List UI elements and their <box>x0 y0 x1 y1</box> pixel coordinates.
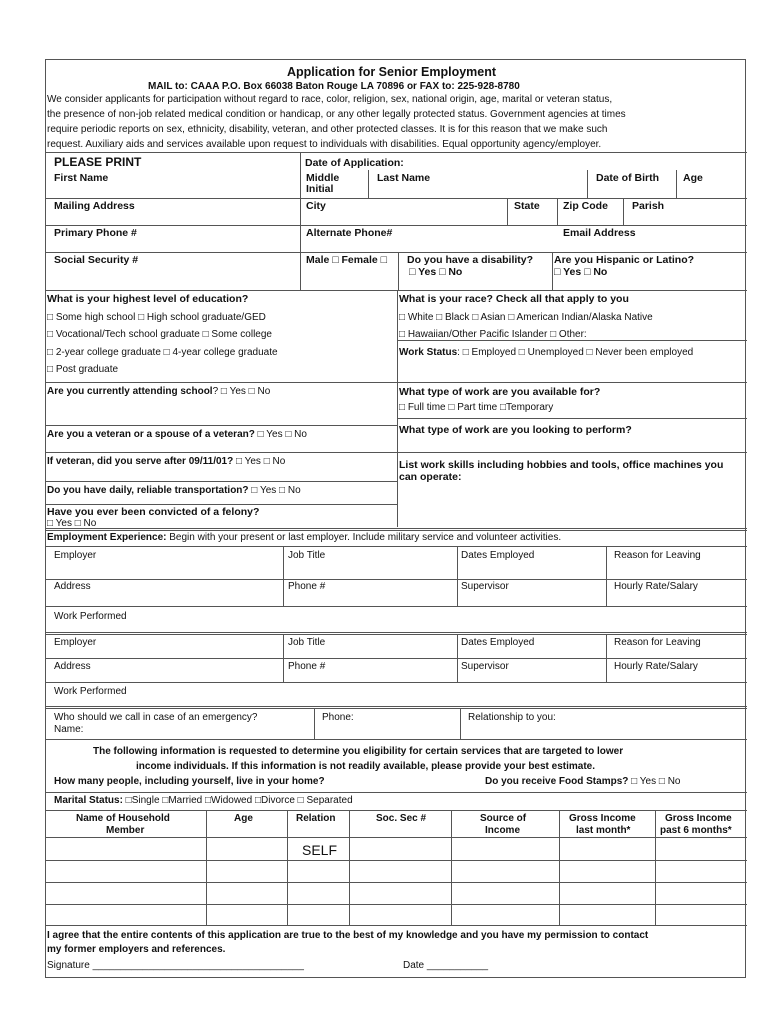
col-gross-month-header-2: last month* <box>576 825 631 836</box>
race-question: What is your race? Check all that apply to you <box>399 293 629 305</box>
address-label-1: Address <box>54 581 91 592</box>
policy-line-4: request. Auxiliary aids and services available upon request to individuals with disabilities. Equal opportunity agency/employer. <box>47 139 602 150</box>
education-options-1[interactable]: □ Some high school □ High school graduate/GED <box>47 312 266 323</box>
col-name-header-1: Name of Household <box>76 813 170 824</box>
date-line[interactable]: Date ___________ <box>403 960 489 971</box>
skills-question-2: can operate: <box>399 471 462 483</box>
veteran-row[interactable] <box>47 429 307 441</box>
after911-options[interactable]: □ Yes □ No <box>233 456 286 467</box>
household-intro-1: The following information is requested to determine you eligibility for certain services that are targeted to lower <box>93 746 624 757</box>
education-question: What is your highest level of education? <box>47 293 249 305</box>
emergency-relationship-label: Relationship to you: <box>468 712 556 723</box>
mail-line: MAIL to: CAAA P.O. Box 66038 Baton Rouge LA 70896 or FAX to: 225-928-8780 <box>148 81 520 92</box>
work-performed-label-1: Work Performed <box>54 611 127 622</box>
dates-employed-label-2: Dates Employed <box>461 637 535 648</box>
policy-line-3: require periodic reports on sex, ethnicity, disability, veteran, and other protected classes. It is for this reason that we make such <box>47 124 608 135</box>
race-options-2[interactable]: □ Hawaiian/Other Pacific Islander □ Other: <box>399 329 587 340</box>
self-cell: SELF <box>302 842 338 858</box>
perform-question: What type of work are you looking to perform? <box>399 424 632 436</box>
col-relation-header: Relation <box>296 813 336 824</box>
rate-label-2: Hourly Rate/Salary <box>614 661 698 672</box>
education-options-3[interactable]: □ 2-year college graduate □ 4-year college graduate <box>47 347 278 358</box>
work-status-label: Work Status <box>399 347 458 358</box>
job-title-label-1: Job Title <box>288 550 326 561</box>
food-stamps-row[interactable] <box>485 776 680 788</box>
employment-heading: Employment Experience: <box>47 532 167 543</box>
parish-label: Parish <box>632 200 665 212</box>
after911-row[interactable] <box>47 456 285 468</box>
email-label: Email Address <box>563 227 636 239</box>
last-name-label: Last Name <box>377 172 431 184</box>
first-name-label: First Name <box>54 172 109 184</box>
supervisor-label-1: Supervisor <box>461 581 509 592</box>
race-options-1[interactable]: □ White □ Black □ Asian □ American Indian/Alaska Native <box>399 312 653 323</box>
skills-question-1: List work skills including hobbies and tools, office machines you <box>399 459 724 471</box>
please-print-label: PLEASE PRINT <box>54 155 142 169</box>
phone-label-2: Phone # <box>288 661 326 672</box>
work-performed-label-2: Work Performed <box>54 686 127 697</box>
address-label-2: Address <box>54 661 91 672</box>
education-options-2[interactable]: □ Vocational/Tech school graduate □ Some college <box>47 329 272 340</box>
emergency-name-label: Name: <box>54 724 84 735</box>
after911-question: If veteran, did you serve after 09/11/01? <box>47 456 234 467</box>
middle-label: Middle <box>306 172 340 184</box>
job-title-label-2: Job Title <box>288 637 326 648</box>
school-question: Are you currently attending school <box>47 386 213 397</box>
marital-status-options[interactable]: □Single □Married □Widowed □Divorce □ Separated <box>122 795 353 806</box>
work-type-options[interactable]: □ Full time □ Part time □Temporary <box>399 402 554 413</box>
col-name-header-2: Member <box>106 825 145 836</box>
transport-row[interactable] <box>47 485 301 497</box>
col-gross-6mo-header-1: Gross Income <box>665 813 732 824</box>
work-type-question: What type of work are you available for? <box>399 386 601 398</box>
date-of-birth-label: Date of Birth <box>596 172 659 184</box>
work-status-row[interactable] <box>399 347 693 359</box>
emergency-question: Who should we call in case of an emergency? <box>54 712 258 723</box>
transport-options[interactable]: □ Yes □ No <box>248 485 301 496</box>
sex-checkboxes[interactable]: Male □ Female □ <box>306 254 387 266</box>
hispanic-question: Are you Hispanic or Latino? <box>554 254 695 266</box>
dates-employed-label-1: Dates Employed <box>461 550 535 561</box>
col-source-header-1: Source of <box>480 813 527 824</box>
work-status-options[interactable]: : □ Employed □ Unemployed □ Never been employed <box>457 347 694 358</box>
employment-heading-row <box>47 532 561 544</box>
felony-options[interactable]: □ Yes □ No <box>47 518 97 529</box>
ssn-label: Social Security # <box>54 254 139 266</box>
col-ssn-header: Soc. Sec # <box>376 813 427 824</box>
hispanic-options[interactable]: □ Yes □ No <box>554 266 608 278</box>
initial-label: Initial <box>306 183 334 195</box>
signature-line[interactable]: Signature ______________________________________ <box>47 960 304 971</box>
transport-question: Do you have daily, reliable transportation? <box>47 485 249 496</box>
agreement-line-2: my former employers and references. <box>47 944 226 955</box>
reason-label-1: Reason for Leaving <box>614 550 701 561</box>
emergency-phone-label: Phone: <box>322 712 354 723</box>
policy-line-2: the presence of non-job related medical condition or handicap, or any other legally protected status. Government agencies at times <box>47 109 626 120</box>
school-row[interactable] <box>47 386 270 398</box>
alternate-phone-label: Alternate Phone# <box>306 227 393 239</box>
rate-label-1: Hourly Rate/Salary <box>614 581 698 592</box>
col-source-header-2: Income <box>485 825 521 836</box>
marital-status-row[interactable] <box>54 795 353 807</box>
education-options-4[interactable]: □ Post graduate <box>47 364 119 375</box>
age-label: Age <box>683 172 703 184</box>
felony-question: Have you ever been convicted of a felony? <box>47 506 260 518</box>
col-gross-month-header-1: Gross Income <box>569 813 636 824</box>
form-title: Application for Senior Employment <box>287 65 497 79</box>
policy-line-1: We consider applicants for participation without regard to race, color, religion, sex, national origin, age, marital or veteran status, <box>47 94 613 105</box>
city-label: City <box>306 200 326 212</box>
household-intro-2: income individuals. If this information is not readily available, please provide your best estimate. <box>136 761 596 772</box>
employer-label-2: Employer <box>54 637 97 648</box>
mailing-address-label: Mailing Address <box>54 200 135 212</box>
col-gross-6mo-header-2: past 6 months* <box>660 825 732 836</box>
primary-phone-label: Primary Phone # <box>54 227 137 239</box>
disability-options[interactable]: □ Yes □ No <box>409 266 463 278</box>
food-stamps-options[interactable]: □ Yes □ No <box>628 776 681 787</box>
state-label: State <box>514 200 540 212</box>
veteran-options[interactable]: □ Yes □ No <box>254 429 307 440</box>
employer-label-1: Employer <box>54 550 97 561</box>
application-form <box>45 59 746 978</box>
agreement-line-1: I agree that the entire contents of this application are true to the best of my knowledge and you have my permission to contact <box>47 930 649 941</box>
disability-question: Do you have a disability? <box>407 254 534 266</box>
date-of-application-label: Date of Application: <box>305 157 404 169</box>
phone-label-1: Phone # <box>288 581 326 592</box>
col-age-header: Age <box>234 813 253 824</box>
zip-label: Zip Code <box>563 200 608 212</box>
veteran-question: Are you a veteran or a spouse of a veteran? <box>47 429 255 440</box>
school-options[interactable]: ? □ Yes □ No <box>212 386 271 397</box>
employment-instruction: Begin with your present or last employer. Include military service and volunteer activities. <box>166 532 562 543</box>
food-stamps-question: Do you receive Food Stamps? <box>485 776 629 787</box>
reason-label-2: Reason for Leaving <box>614 637 701 648</box>
household-size-question: How many people, including yourself, live in your home? <box>54 776 325 787</box>
supervisor-label-2: Supervisor <box>461 661 509 672</box>
marital-status-label: Marital Status: <box>54 795 123 806</box>
